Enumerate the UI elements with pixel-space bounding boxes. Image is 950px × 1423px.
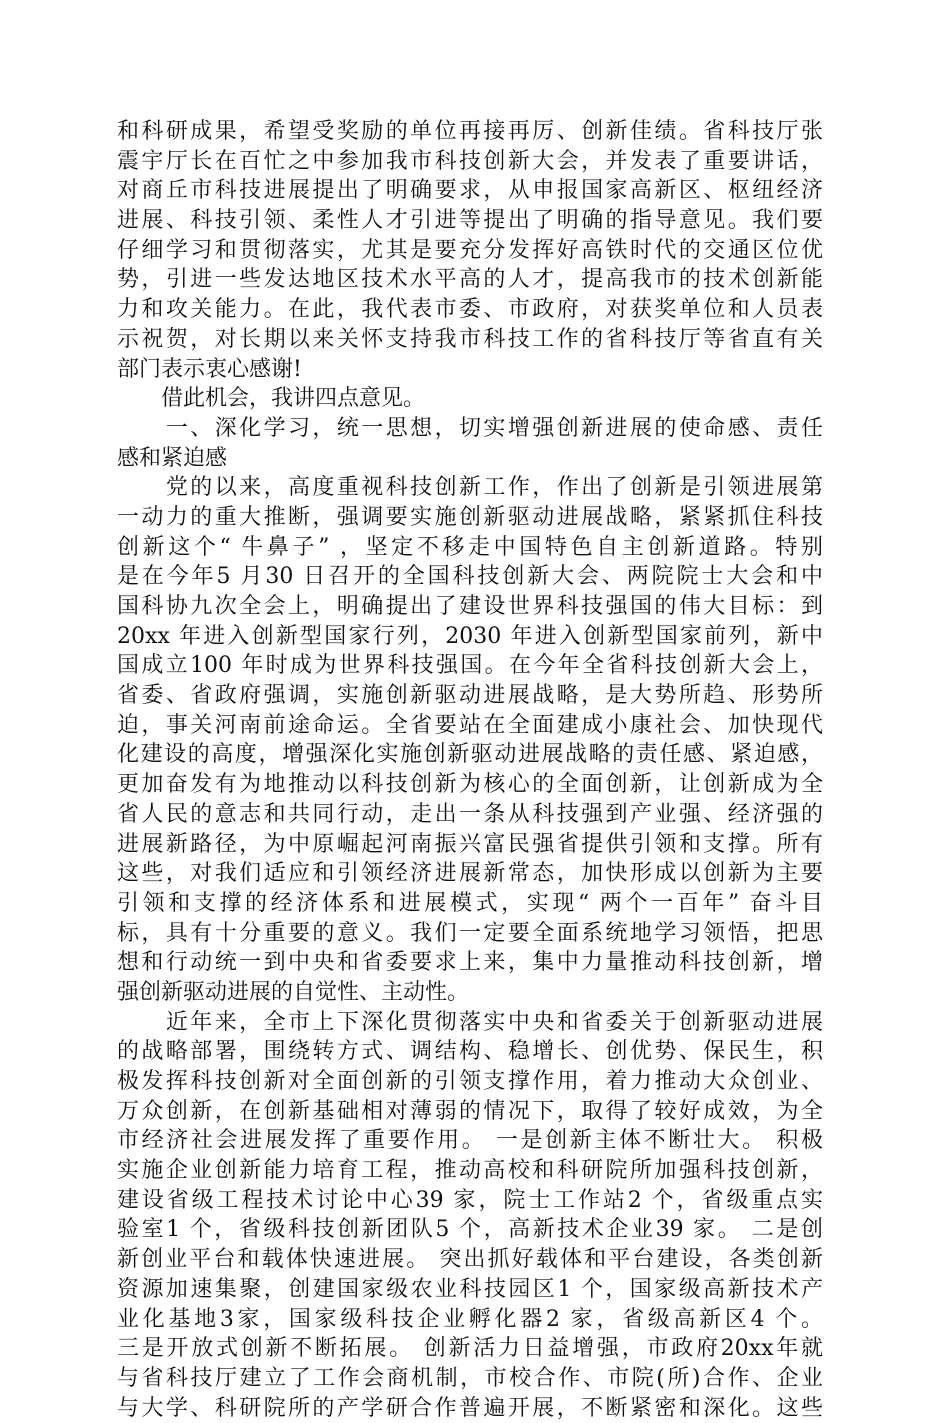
text-line: 标，具有十分重要的意义。我们一定要全面系统地学习领悟，把思: [117, 920, 823, 946]
text-line: 验室1 个，省级科技创新团队5 个，高新技术企业39 家。 二是创: [117, 1217, 823, 1243]
text-line: 三是开放式创新不断拓展。 创新活力日益增强，市政府20xx年就: [117, 1336, 823, 1362]
text-line: 迫，事关河南前途命运。全省要站在全面建成小康社会、加快现代: [117, 712, 823, 738]
text-line: 极发挥科技创新对全面创新的引领支撑作用，着力推动大众创业、: [117, 1069, 823, 1094]
text-line: 仔细学习和贯彻落实，尤其是要充分发挥好高铁时代的交通区位优: [117, 237, 823, 263]
text-line: 与省科技厅建立了工作会商机制，市校合作、市院(所)合作、企业: [117, 1365, 823, 1391]
document-body: [117, 117, 823, 1423]
text-line: 进展、科技引领、柔性人才引进等提出了明确的指导意见。我们要: [117, 208, 823, 234]
text-line: 部门表示衷心感谢!: [117, 356, 302, 382]
text-line: 和科研成果，希望受奖励的单位再接再厉、创新佳绩。省科技厅张: [117, 119, 823, 144]
section-heading-line: 一、深化学习，统一思想，切实增强创新进展的使命感、责任: [117, 415, 823, 441]
text-line: 想和行动统一到中央和省委要求上来，集中力量推动科技创新，增: [117, 950, 823, 976]
text-line: 势，引进一些发达地区技术水平高的人才，提高我市的技术创新能: [117, 267, 823, 293]
text-line: 资源加速集聚，创建国家级农业科技园区1 个，国家级高新技术产: [117, 1276, 823, 1302]
text-line: 业化基地3家，国家级科技企业孵化器2 家，省级高新区4 个。: [117, 1306, 823, 1332]
text-line: 力和攻关能力。在此，我代表市委、市政府，对获奖单位和人员表: [117, 297, 823, 323]
section-heading-line: 感和紧迫感: [117, 445, 228, 471]
text-line: 万众创新，在创新基础相对薄弱的情况下，取得了较好成效，为全: [117, 1098, 823, 1124]
text-line: 20xx 年进入创新型国家行列，2030 年进入创新型国家前列，新中: [117, 623, 823, 649]
text-line: 震宇厅长在百忙之中参加我市科技创新大会，并发表了重要讲话，: [117, 148, 823, 174]
text-line: 实施企业创新能力培育工程，推动高校和科研院所加强科技创新，: [117, 1158, 823, 1184]
text-line: 借此机会，我讲四点意见。: [117, 386, 426, 412]
text-line: 省人民的意志和共同行动，走出一条从科技强到产业强、经济强的: [117, 801, 823, 827]
text-line: 党的以来，高度重视科技创新工作，作出了创新是引领进展第: [117, 475, 823, 501]
text-line: 市经济社会进展发挥了重要作用。 一是创新主体不断壮大。 积极: [117, 1128, 823, 1154]
text-line: 对商丘市科技进展提出了明确要求，从申报国家高新区、枢纽经济: [117, 178, 823, 204]
text-line: 强创新驱动进展的自觉性、主动性。: [117, 979, 470, 1005]
text-line: 一动力的重大推断，强调要实施创新驱动进展战略，紧紧抓住科技: [117, 504, 823, 530]
text-line: 示祝贺，对长期以来关怀支持我市科技工作的省科技厅等省直有关: [117, 326, 823, 352]
text-line: 化建设的高度，增强深化实施创新驱动进展战略的责任感、紧迫感，: [117, 742, 823, 768]
text-line: 国科协九次全会上，明确提出了建设世界科技强国的伟大目标：到: [117, 594, 823, 619]
text-line: 新创业平台和载体快速进展。 突出抓好载体和平台建设，各类创新: [117, 1247, 823, 1273]
text-line: 创新这个“ 牛鼻子” ，坚定不移走中国特色自主创新道路。特别: [117, 534, 823, 560]
text-line: 近年来，全市上下深化贯彻落实中央和省委关于创新驱动进展: [117, 1009, 823, 1035]
text-line: 是在今年5 月30 日召开的全国科技创新大会、两院院士大会和中: [117, 564, 823, 590]
text-line: 更加奋发有为地推动以科技创新为核心的全面创新，让创新成为全: [117, 772, 823, 798]
text-line: 引领和支撑的经济体系和进展模式，实现“ 两个一百年” 奋斗目: [117, 890, 823, 916]
text-line: 省委、省政府强调，实施创新驱动进展战略，是大势所趋、形势所: [117, 683, 823, 709]
text-line: 进展新路径，为中原崛起河南振兴富民强省提供引领和支撑。所有: [117, 831, 823, 857]
text-line: 这些，对我们适应和引领经济进展新常态，加快形成以创新为主要: [117, 861, 823, 887]
text-line: 的战略部署，围绕转方式、调结构、稳增长、创优势、保民生，积: [117, 1039, 823, 1065]
text-line: 建设省级工程技术讨论中心39 家，院士工作站2 个，省级重点实: [117, 1187, 823, 1213]
text-line: 与大学、科研院所的产学研合作普遍开展，不断紧密和深化。这些: [117, 1395, 823, 1421]
text-line: 国成立100 年时成为世界科技强国。在今年全省科技创新大会上，: [117, 653, 823, 679]
